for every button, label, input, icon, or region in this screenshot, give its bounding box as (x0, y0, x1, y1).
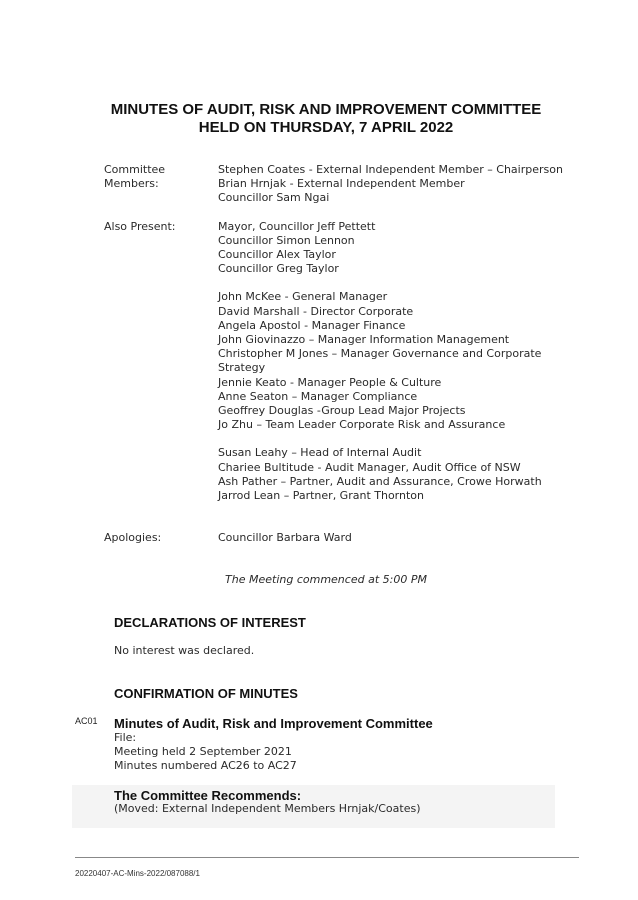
meeting-commenced-note: The Meeting commenced at 5:00 PM (225, 573, 427, 586)
list-item: Stephen Coates - External Independent Member – Chairperson (218, 163, 563, 176)
list-item: Jarrod Lean – Partner, Grant Thornton (218, 489, 424, 503)
list-item: Mayor, Councillor Jeff Pettett (218, 219, 376, 233)
list-item: Jennie Keato - Manager People & Culture (218, 375, 442, 389)
list-item: Brian Hrnjak - External Independent Member (218, 177, 465, 191)
apologies-value: Councillor Barbara Ward (218, 531, 352, 545)
title-line-1: MINUTES OF AUDIT, RISK AND IMPROVEMENT COMMITTEE (110, 101, 542, 118)
list-item: Susan Leahy – Head of Internal Audit (218, 446, 422, 460)
list-item: Councillor Greg Taylor (218, 262, 339, 276)
also-present-label: Also Present: (104, 219, 176, 233)
list-item: Angela Apostol - Manager Finance (218, 318, 406, 332)
committee-members-list (218, 163, 564, 206)
list-item: David Marshall - Director Corporate (218, 304, 414, 318)
item-details (114, 731, 297, 774)
footer-reference: 20220407-AC-Mins-2022/087088/1 (75, 869, 200, 878)
item-file: File: (114, 731, 137, 744)
list-item: Councillor Simon Lennon (218, 233, 355, 247)
also-present-row (104, 220, 564, 504)
list-item: John Giovinazzo – Manager Information Management (218, 333, 510, 347)
list-item: Councillor Alex Taylor (218, 248, 336, 262)
list-item: John McKee - General Manager (218, 290, 388, 304)
committee-members-label (104, 163, 218, 206)
declarations-text: No interest was declared. (114, 644, 255, 657)
list-item: Strategy (218, 361, 266, 375)
item-title: Minutes of Audit, Risk and Improvement Committee (114, 716, 433, 731)
item-minutes: Minutes numbered AC26 to AC27 (114, 759, 297, 773)
apologies-label: Apologies: (104, 531, 162, 545)
confirmation-heading: CONFIRMATION OF MINUTES (114, 686, 298, 701)
apologies-row (104, 531, 564, 545)
also-present-list (218, 220, 564, 504)
list-item: Geoffrey Douglas -Group Lead Major Projects (218, 404, 466, 418)
committee-label-line-1: Committee (104, 163, 166, 176)
recommendation-moved: (Moved: External Independent Members Hrnjak/Coates) (114, 802, 421, 815)
list-item: Anne Seaton – Manager Compliance (218, 389, 418, 403)
footer-divider (75, 857, 579, 858)
committee-members-row (104, 163, 564, 206)
item-meeting: Meeting held 2 September 2021 (114, 745, 292, 759)
list-item: Jo Zhu – Team Leader Corporate Risk and Assurance (218, 418, 506, 432)
document-title (0, 101, 638, 137)
item-code: AC01 (75, 716, 98, 726)
list-item: Councillor Sam Ngai (218, 191, 330, 205)
title-line-2: HELD ON THURSDAY, 7 APRIL 2022 (198, 119, 454, 136)
list-item: Ash Pather – Partner, Audit and Assurance, Crowe Horwath (218, 474, 542, 488)
committee-label-line-2: Members: (104, 177, 159, 191)
declarations-heading: DECLARATIONS OF INTEREST (114, 615, 306, 630)
list-item: Christopher M Jones – Manager Governance and Corporate (218, 347, 542, 361)
list-item: Chariee Bultitude - Audit Manager, Audit Office of NSW (218, 460, 521, 474)
recommendation-heading: The Committee Recommends: (114, 788, 302, 803)
attendance-section (104, 163, 564, 545)
